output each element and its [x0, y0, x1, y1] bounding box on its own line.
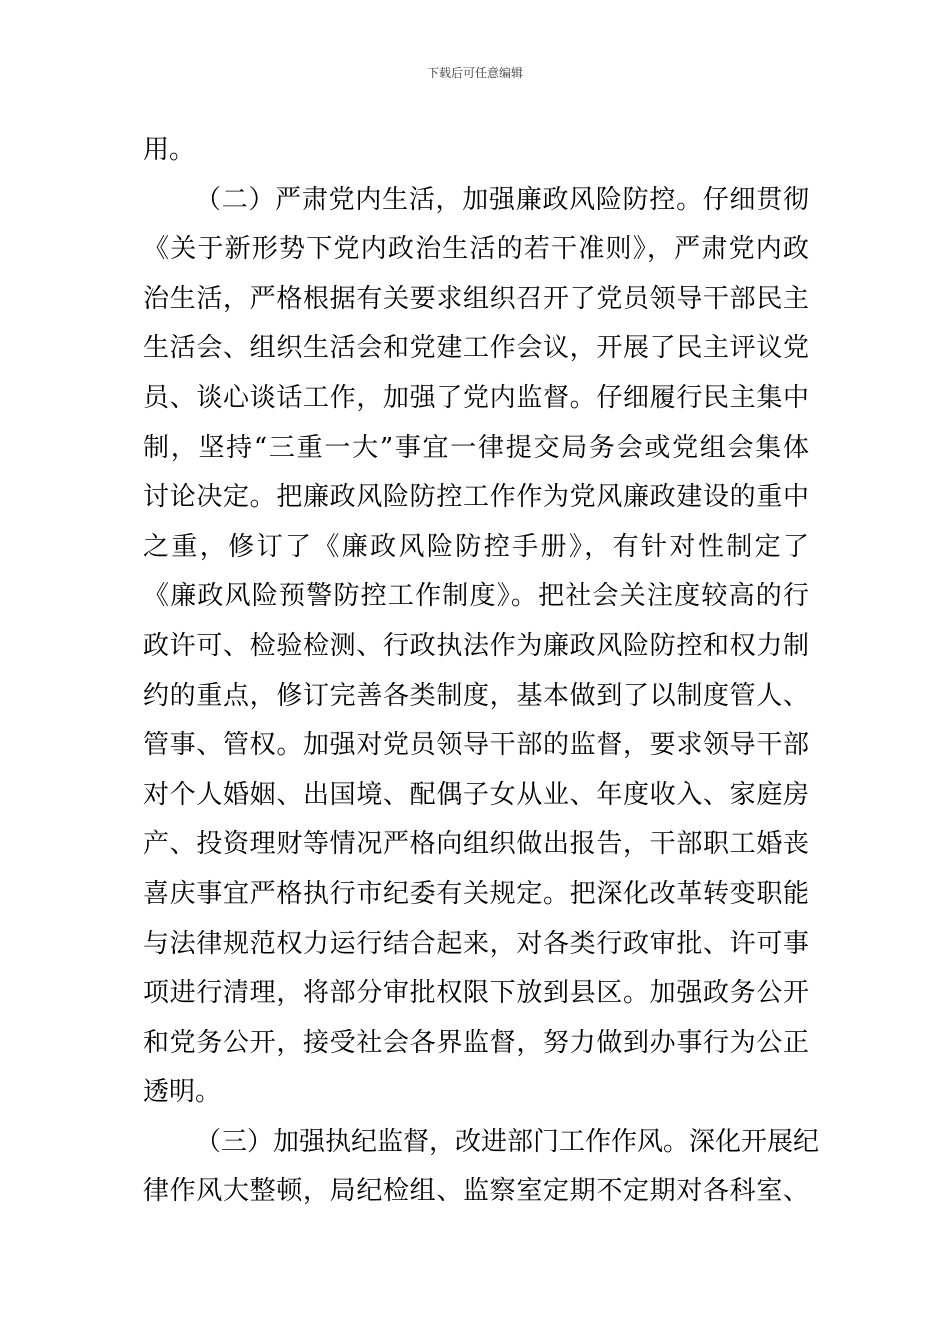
text-line: 制，坚持“三重一大”事宜一律提交局务会或党组会集体 [143, 432, 809, 463]
document-body [143, 126, 820, 1217]
text-line: 《廉政风险预警防控工作制度》。把社会关注度较高的行 [143, 581, 809, 612]
text-line: 治生活，严格根据有关要求组织召开了党员领导干部民主 [143, 283, 809, 314]
text-line: 约的重点，修订完善各类制度，基本做到了以制度管人、 [143, 680, 809, 711]
text-line: 律作风大整顿，局纪检组、监察室定期不定期对各科室、 [143, 1176, 809, 1207]
text-line: 讨论决定。把廉政风险防控工作作为党风廉政建设的重中 [143, 482, 809, 513]
text-line: 透明。 [143, 1077, 222, 1108]
text-line: 对个人婚姻、出国境、配偶子女从业、年度收入、家庭房 [143, 779, 809, 810]
text-line: 管事、管权。加强对党员领导干部的监督，要求领导干部 [143, 730, 809, 761]
text-line: 喜庆事宜严格执行市纪委有关规定。把深化改革转变职能 [143, 878, 809, 909]
text-line: 用。 [143, 135, 196, 165]
text-line: 产、投资理财等情况严格向组织做出报告，干部职工婚丧 [143, 829, 809, 860]
text-line: 《关于新形势下党内政治生活的若干准则》，严肃党内政 [143, 234, 809, 265]
paragraph-heading-line: （二）严肃党内生活，加强廉政风险防控。仔细贯彻 [195, 184, 809, 215]
text-line: 生活会、组织生活会和党建工作会议，开展了民主评议党 [143, 333, 809, 364]
text-line: 之重，修订了《廉政风险防控手册》，有针对性制定了 [143, 531, 809, 562]
page-header-note: 下载后可任意编辑 [426, 66, 523, 80]
text-line: 员、谈心谈话工作，加强了党内监督。仔细履行民主集中 [143, 382, 809, 413]
text-line: 与法律规范权力运行结合起来，对各类行政审批、许可事 [143, 928, 809, 959]
text-line: 和党务公开，接受社会各界监督，努力做到办事行为公正 [143, 1027, 809, 1058]
text-line: 政许可、检验检测、行政执法作为廉政风险防控和权力制 [143, 630, 809, 661]
text-line: 项进行清理，将部分审批权限下放到县区。加强政务公开 [143, 978, 809, 1009]
paragraph-heading-line: （三）加强执纪监督，改进部门工作作风。深化开展纪 [195, 1126, 820, 1157]
